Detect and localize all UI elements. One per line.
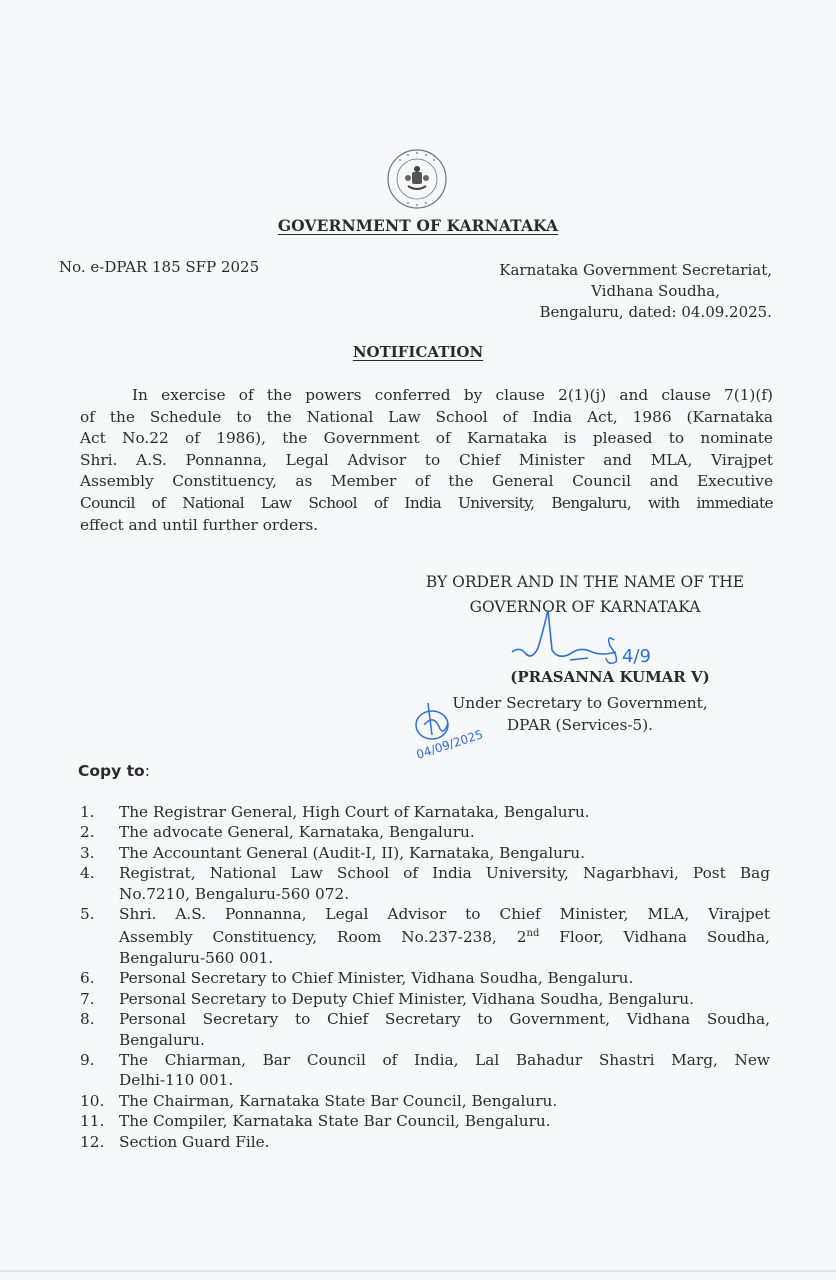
body-line: Council of National Law School of India University, Bengaluru, with immediate — [80, 493, 773, 512]
body-line: effect and until further orders. — [80, 515, 319, 534]
item-text — [119, 1009, 770, 1050]
stamp-date: 04/09/2025 — [414, 727, 485, 762]
initials-stamp-icon — [410, 695, 500, 765]
body-line: Assembly Constituency, as Member of the General Council and Executive — [80, 472, 773, 491]
reference-number: No. e-DPAR 185 SFP 2025 — [59, 258, 260, 276]
item-text — [119, 843, 770, 863]
copy-to-item — [80, 822, 770, 842]
copy-to-item — [80, 989, 770, 1009]
item-number: 7. — [80, 989, 95, 1008]
body-line: In exercise of the powers conferred by clause 2(1)(j) and clause 7(1)(f) — [132, 386, 773, 404]
heading-text: NOTIFICATION — [352, 343, 484, 361]
designation-line: Under Secretary to Government, — [452, 694, 708, 712]
item-number: 3. — [80, 843, 95, 862]
item-number: 9. — [80, 1050, 95, 1069]
copy-to-list — [80, 802, 770, 1152]
item-line: Bengaluru. — [119, 1030, 205, 1049]
item-line: The advocate General, Karnataka, Bengaluru. — [119, 823, 475, 842]
copy-to-item — [80, 968, 770, 988]
item-number: 2. — [80, 823, 95, 842]
item-line: No.7210, Bengaluru-560 072. — [119, 884, 350, 903]
item-line: Personal Secretary to Chief Secretary to Government, Vidhana Soudha, — [119, 1010, 770, 1029]
item-number: 1. — [80, 803, 95, 821]
item-line: Personal Secretary to Deputy Chief Minister, Vidhana Soudha, Bengaluru. — [119, 989, 694, 1008]
copy-to-item — [80, 802, 770, 822]
item-line: Shri. A.S. Ponnanna, Legal Advisor to Chief Minister, MLA, Virajpet — [119, 905, 770, 924]
address-line: Karnataka Government Secretariat, — [499, 261, 772, 279]
item-line: Personal Secretary to Chief Minister, Vidhana Soudha, Bengaluru. — [119, 969, 634, 988]
item-text — [119, 822, 770, 842]
item-line: Bengaluru-560 001. — [119, 948, 274, 967]
item-text — [119, 1111, 770, 1131]
item-text — [119, 1050, 770, 1091]
item-number: 8. — [80, 1010, 95, 1029]
item-line: The Chairman, Karnataka State Bar Council, Bengaluru. — [119, 1091, 558, 1110]
address-line: Vidhana Soudha, — [591, 282, 720, 300]
copy-to-item — [80, 1091, 770, 1111]
notification-body — [80, 385, 773, 536]
item-text — [119, 989, 770, 1009]
notification-heading — [0, 343, 836, 361]
item-line: The Compiler, Karnataka State Bar Council, Bengaluru. — [119, 1112, 551, 1131]
item-text — [119, 904, 770, 968]
item-line: Assembly Constituency, Room No.237-238, 2nd Floor, Vidhana Soudha, — [119, 928, 770, 947]
body-line: of the Schedule to the National Law School of India Act, 1986 (Karnataka — [80, 407, 773, 426]
item-text — [119, 1132, 770, 1152]
copy-to-item — [80, 1009, 770, 1050]
item-line: The Chiarman, Bar Council of India, Lal Bahadur Shastri Marg, New — [119, 1050, 770, 1069]
item-line: Delhi-110 001. — [119, 1071, 234, 1090]
order-line: GOVERNOR OF KARNATAKA — [469, 598, 701, 616]
copy-to-colon: : — [144, 762, 150, 780]
item-line: The Registrar General, High Court of Karnataka, Bengaluru. — [119, 803, 590, 821]
item-line: The Accountant General (Audit-I, II), Karnataka, Bengaluru. — [119, 843, 586, 862]
item-text — [119, 968, 770, 988]
address-line-date: Bengaluru, dated: 04.09.2025. — [539, 303, 772, 321]
ordinal-suffix: nd — [526, 928, 540, 940]
page-title — [0, 216, 836, 235]
item-number: 10. — [80, 1091, 105, 1110]
copy-to-text: Copy to — [78, 762, 145, 780]
copy-to-item — [80, 1050, 770, 1091]
item-line: Section Guard File. — [119, 1132, 270, 1151]
signatory-name: (PRASANNA KUMAR V) — [510, 668, 710, 686]
body-line: Act No.22 of 1986), the Government of Karnataka is pleased to nominate — [80, 429, 773, 448]
copy-to-item — [80, 863, 770, 904]
copy-to-item — [80, 1111, 770, 1131]
copy-to-item — [80, 1132, 770, 1152]
item-text — [119, 1091, 770, 1111]
item-number: 12. — [80, 1132, 105, 1151]
item-number: 11. — [80, 1112, 105, 1131]
address-block — [499, 260, 772, 323]
title-text: GOVERNMENT OF KARNATAKA — [277, 216, 559, 235]
body-line: Shri. A.S. Ponnanna, Legal Advisor to Chief Minister and MLA, Virajpet — [80, 450, 773, 469]
designation-line: DPAR (Services-5). — [506, 716, 654, 734]
item-text — [119, 863, 770, 904]
copy-to-label — [78, 762, 150, 780]
copy-to-item — [80, 843, 770, 863]
item-number: 5. — [80, 905, 95, 924]
signature-date: 4/9 — [622, 646, 651, 667]
item-text — [119, 802, 770, 822]
copy-to-item — [80, 904, 770, 968]
item-number: 4. — [80, 864, 95, 883]
order-line: BY ORDER AND IN THE NAME OF THE — [425, 573, 745, 591]
government-seal-icon — [386, 148, 448, 210]
item-number: 6. — [80, 969, 95, 988]
item-line: Registrat, National Law School of India University, Nagarbhavi, Post Bag — [119, 864, 770, 883]
